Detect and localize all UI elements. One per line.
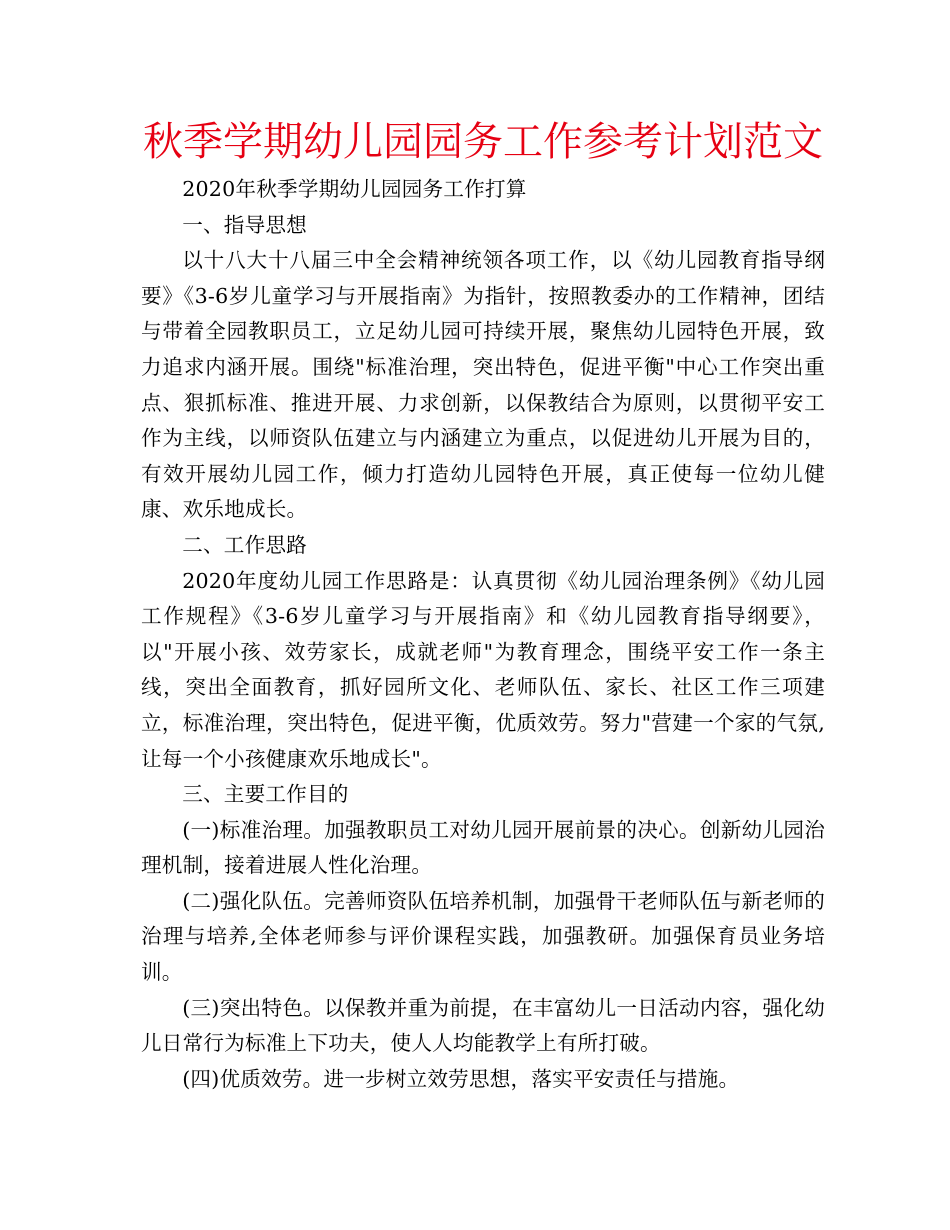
- paragraph-goal-1: (一)标准治理。加强教职员工对幼儿园开展前景的决心。创新幼儿园治理机制，接着进展人性化治理。: [141, 817, 825, 878]
- paragraph-guiding-ideology: 以十八大十八届三中全会精神统领各项工作，以《幼儿园教育指导纲要》《3-6岁儿童学习与开展指南》为指针，按照教委办的工作精神，团结与带着全园教职员工，立足幼儿园可持续开展，聚焦幼儿园特色开展，致力追求内涵开展。围绕"标准治理，突出特色，促进平衡"中心工作突出重点、狠抓标准、推进开展、力求创新，以保教结合为原则，以贯彻平安工作为主线，以师资队伍建立与内涵建立为重点，以促进幼儿开展为目的，有效开展幼儿园工作，倾力打造幼儿园特色开展，真正使每一位幼儿健康、欢乐地成长。: [141, 248, 825, 522]
- document-page: [141, 112, 825, 1097]
- document-body: [141, 172, 825, 1097]
- paragraph-goal-2: (二)强化队伍。完善师资队伍培养机制，加强骨干老师队伍与新老师的治理与培养,全体老师参与评价课程实践，加强教研。加强保育员业务培训。: [141, 888, 825, 985]
- heading-guiding-ideology: 一、指导思想: [182, 212, 307, 237]
- paragraph-work-approach: 2020年度幼儿园工作思路是：认真贯彻《幼儿园治理条例》《幼儿园工作规程》《3-6岁儿童学习与开展指南》和《幼儿园教育指导纲要》，以"开展小孩、效劳家长，成就老师"为教育理念，围绕平安工作一条主线，突出全面教育，抓好园所文化、老师队伍、家长、社区工作三项建立，标准治理，突出特色，促进平衡，优质效劳。努力"营建一个家的气氛,让每一个小孩健康欢乐地成长"。: [141, 568, 825, 771]
- paragraph-subtitle: 2020年秋季学期幼儿园园务工作打算: [182, 177, 527, 201]
- heading-work-approach: 二、工作思路: [182, 532, 307, 557]
- paragraph-goal-3: (三)突出特色。以保教并重为前提，在丰富幼儿一日活动内容，强化幼儿日常行为标准上下功夫，使人人均能教学上有所打破。: [141, 995, 825, 1056]
- document-title: 秋季学期幼儿园园务工作参考计划范文: [143, 119, 823, 165]
- paragraph-goal-4: (四)优质效劳。进一步树立效劳思想，落实平安责任与措施。: [182, 1066, 740, 1091]
- heading-main-goals: 三、主要工作目的: [182, 782, 349, 807]
